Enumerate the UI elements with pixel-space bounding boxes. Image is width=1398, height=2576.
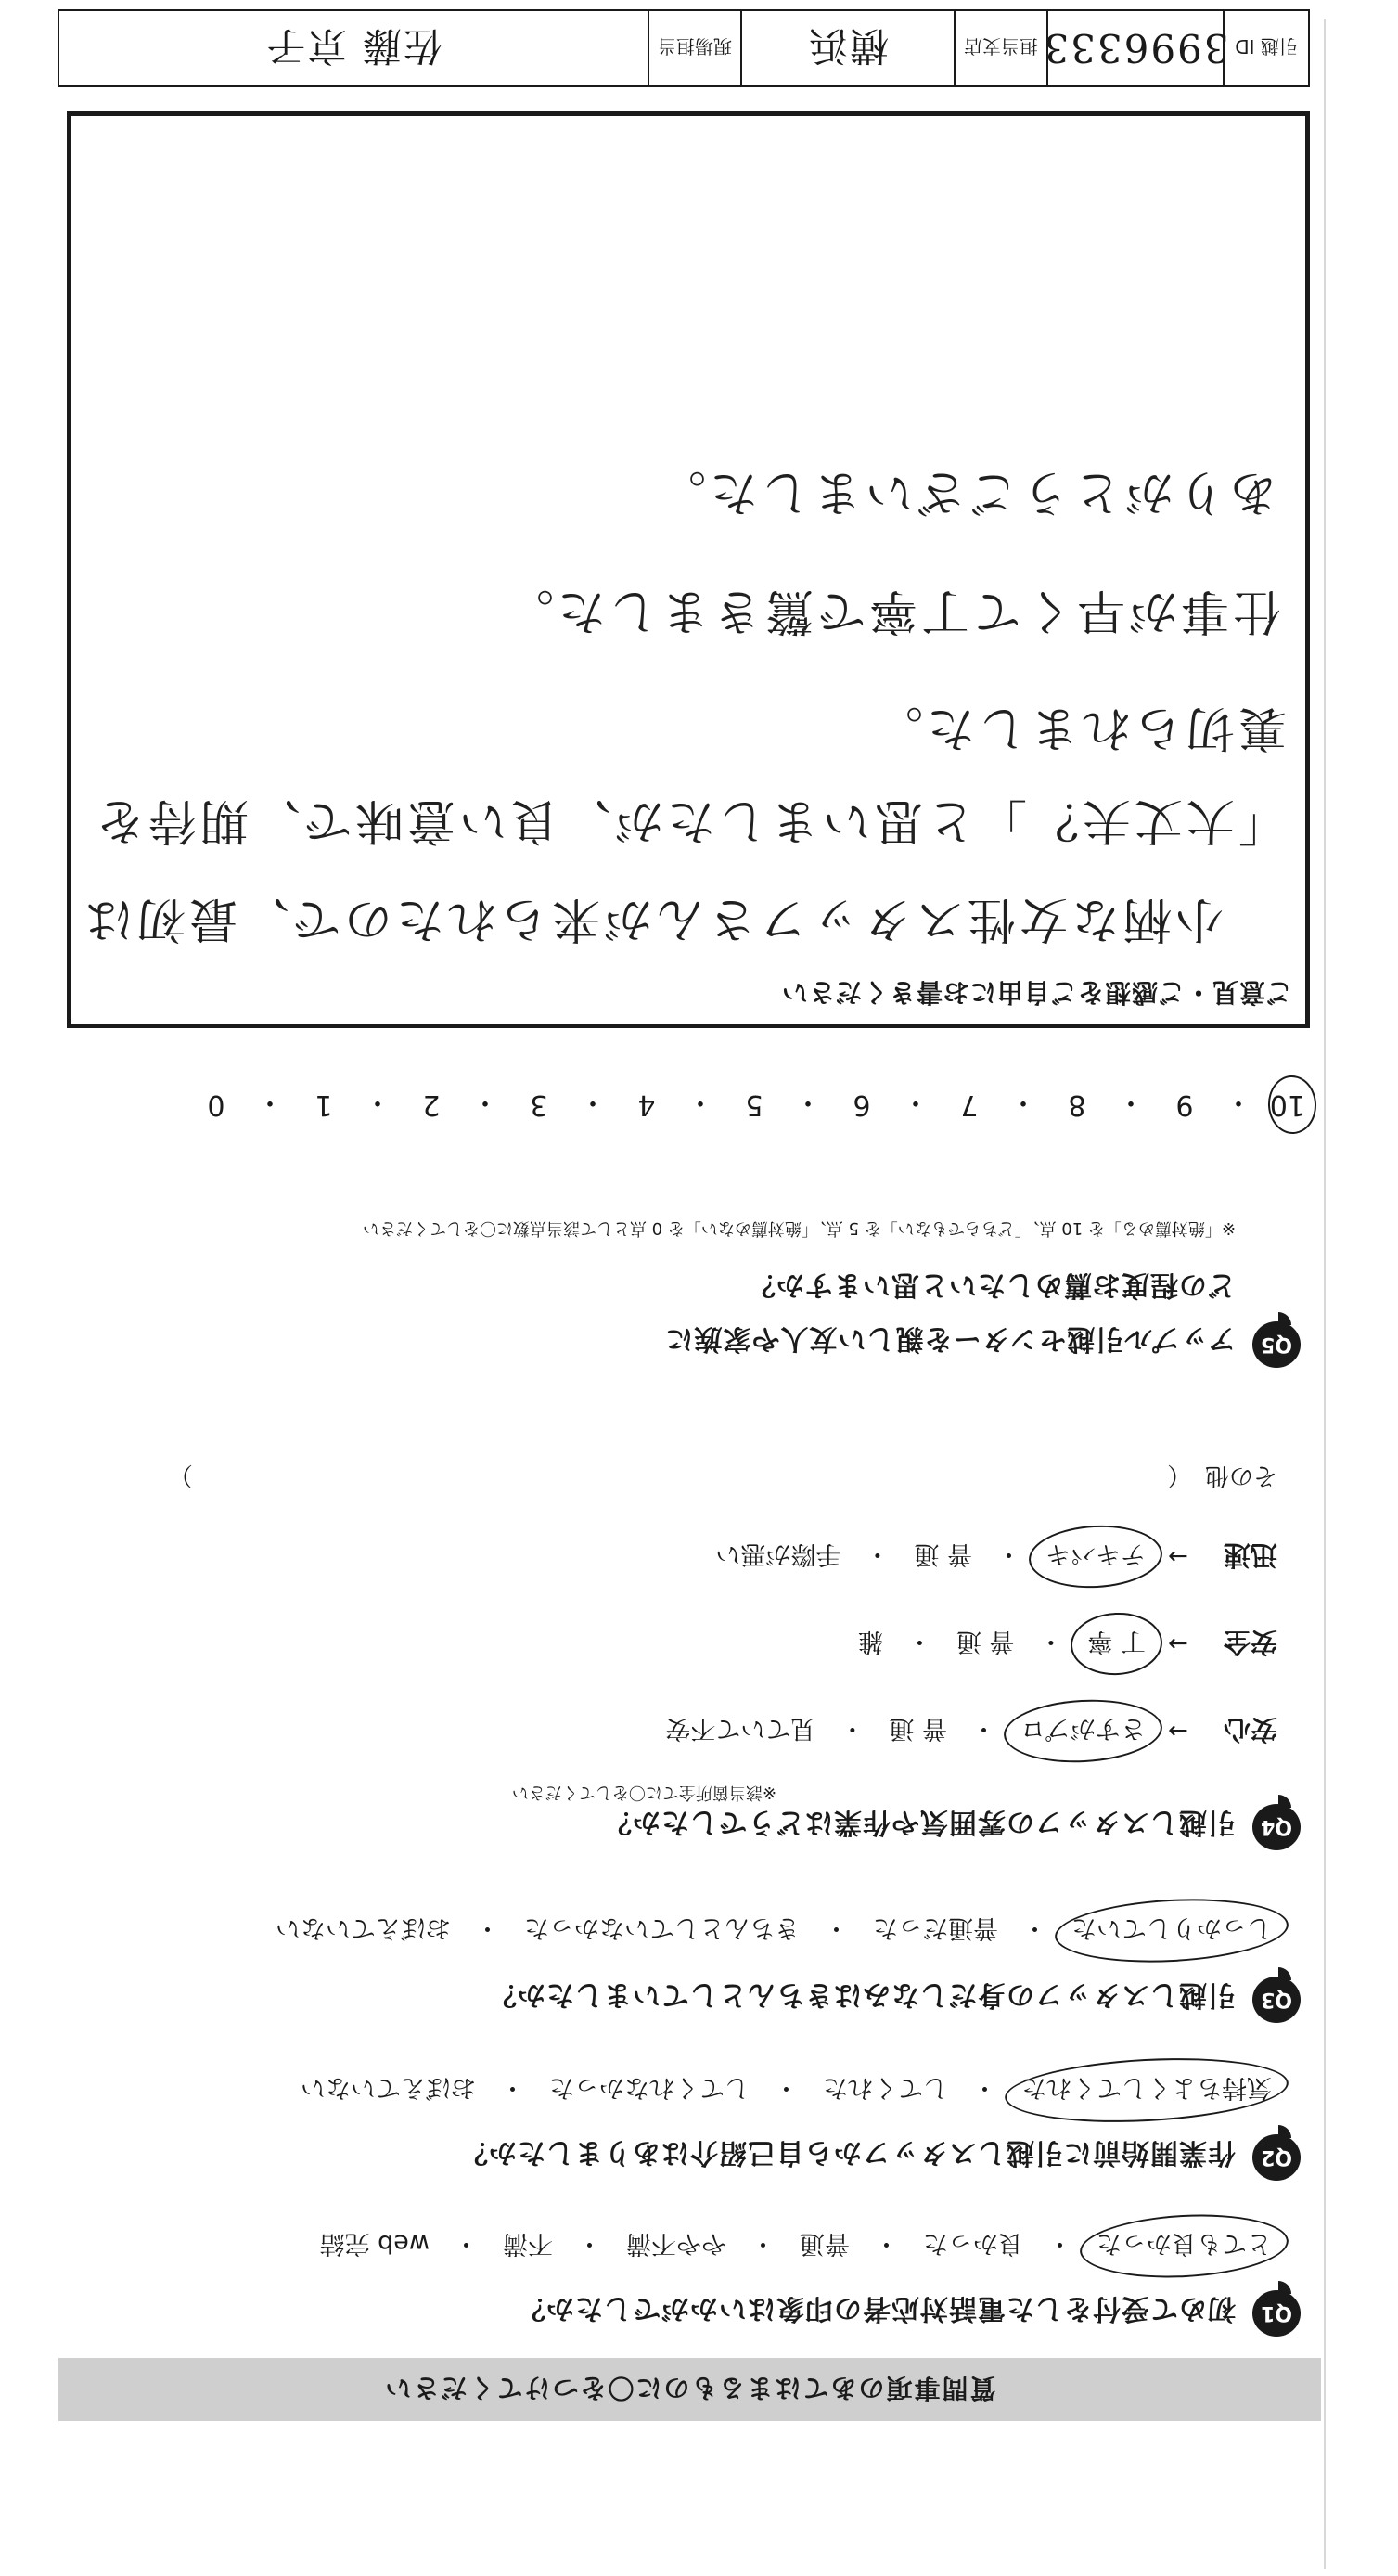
score-option[interactable]: 6 bbox=[853, 1088, 871, 1122]
score-option[interactable]: 10 bbox=[1269, 1088, 1305, 1122]
arrow-icon: → bbox=[1168, 1717, 1188, 1745]
q4-other-row bbox=[71, 1460, 1277, 1496]
q1-badge: Q1 bbox=[1252, 2290, 1301, 2337]
q2-option[interactable]: してくれなかった bbox=[549, 2073, 750, 2102]
q1-option[interactable]: やや不満 bbox=[626, 2229, 726, 2258]
q4-row-anzen: 安全 → 丁 寧 ・ 普 通 ・ 雑 bbox=[853, 1625, 1277, 1663]
leader-label: 現場担当 bbox=[648, 11, 740, 85]
q1-text: 初めて受付をした電話対応者の印象はいかがでしたか？ bbox=[517, 2292, 1236, 2325]
q4-option[interactable]: 普 通 bbox=[914, 1539, 972, 1568]
q1-options: とても良かった ・ 良かった ・ 普通 ・ やや不満 ・ 不満 ・ web 完結 bbox=[314, 2228, 1277, 2264]
q4-row-label: 迅速 bbox=[1223, 1539, 1277, 1571]
q4-row-jinsoku: 迅速 → テキパキ ・ 普 通 ・ 手際が悪い bbox=[710, 1538, 1277, 1576]
q3-option[interactable]: きちんとしていなかった bbox=[524, 1913, 800, 1942]
q1-option[interactable]: 良かった bbox=[923, 2229, 1023, 2258]
q4-option[interactable]: 普 通 bbox=[956, 1627, 1015, 1655]
q4-text: 引越しスタッフの雰囲気や作業はどうでしたか？ bbox=[603, 1806, 1236, 1838]
q4-row-label: 安全 bbox=[1223, 1627, 1277, 1658]
q2-option[interactable]: してくれた bbox=[823, 2073, 948, 2102]
score-option[interactable]: 4 bbox=[637, 1088, 656, 1122]
q4-option[interactable]: 普 通 bbox=[889, 1714, 947, 1743]
handwritten-line: 仕事が早くて丁寧で驚きました。 bbox=[501, 583, 1281, 638]
score-option[interactable]: 0 bbox=[207, 1088, 225, 1122]
q4-option[interactable]: 雑 bbox=[857, 1627, 883, 1655]
score-option[interactable]: 1 bbox=[314, 1088, 333, 1122]
score-option[interactable]: 3 bbox=[530, 1088, 548, 1122]
q4-other-open: （ bbox=[1166, 1461, 1192, 1489]
instruction-band bbox=[58, 2358, 1321, 2421]
q5-scale: 10 ・ 9 ・ 8 ・ 7 ・ 6 ・ 5 ・ 4 ・ 3 ・ 2 ・ 1 ・ 0 bbox=[62, 1085, 1305, 1126]
q4-option[interactable]: 見ていて不安 bbox=[665, 1714, 816, 1743]
q2-options: 気持ちよくしてくれた ・ してくれた ・ してくれなかった ・ おぼえていない bbox=[295, 2072, 1277, 2108]
q4-option[interactable]: テキパキ bbox=[1040, 1539, 1151, 1575]
q1-option[interactable]: 普通 bbox=[800, 2229, 850, 2258]
score-option[interactable]: 7 bbox=[960, 1088, 979, 1122]
arrow-icon: → bbox=[1168, 1542, 1188, 1571]
q4-row-label: 安心 bbox=[1223, 1714, 1277, 1745]
handwritten-line: 小柄な女性スタッフさんが来られたので、最初は bbox=[82, 891, 1224, 947]
id-label: 引越 ID bbox=[1223, 11, 1308, 85]
q3-badge: Q3 bbox=[1252, 1977, 1301, 2023]
comments-title: ご意見・ご感想をご自由にお書きください bbox=[780, 977, 1292, 1008]
q1-option[interactable]: とても良かった bbox=[1091, 2228, 1277, 2264]
id-value: 3996333 bbox=[1046, 11, 1223, 85]
q5-text-line1: アップル引越センターを親しい友人や家族に bbox=[664, 1322, 1236, 1355]
q2-option[interactable]: おぼえていない bbox=[301, 2073, 476, 2102]
q4-option[interactable]: 丁 寧 bbox=[1082, 1626, 1151, 1662]
score-option[interactable]: 9 bbox=[1175, 1088, 1194, 1122]
q4-note: ※該当箇所全てに〇をしてください bbox=[511, 1783, 776, 1802]
arrow-icon: → bbox=[1168, 1629, 1188, 1658]
score-option[interactable]: 8 bbox=[1068, 1088, 1086, 1122]
q4-option[interactable]: 手際が悪い bbox=[715, 1539, 841, 1568]
handwritten-line: ありがとうございました。 bbox=[653, 464, 1277, 520]
q2-option[interactable]: 気持ちよくしてくれた bbox=[1016, 2072, 1277, 2108]
q3-option[interactable]: しっかりしていた bbox=[1066, 1913, 1277, 1949]
q5-badge: Q5 bbox=[1252, 1321, 1301, 1368]
q2-text: 作業開始前に引越しスタッフから自己紹介はありましたか？ bbox=[459, 2136, 1236, 2169]
id-table bbox=[58, 9, 1310, 87]
q4-badge: Q4 bbox=[1252, 1804, 1301, 1850]
q4-other-label: その他 bbox=[1204, 1462, 1277, 1489]
q4-option[interactable]: さすがプロ bbox=[1015, 1713, 1151, 1749]
q5-note: ※「絶対薦める」を 10 点、「どちらでもない」を 5 点、「絶対薦めない」を 0 点として該当点数に〇をしてください bbox=[362, 1218, 1236, 1238]
handwritten-line: 「大丈夫？」と思いましたが、良い意味で、期待を bbox=[93, 792, 1287, 848]
instruction-text: 質問事項のあてはまるものに〇をつけてください bbox=[383, 2373, 996, 2403]
handwritten-line: 裏切られました。 bbox=[870, 700, 1287, 755]
q1-option[interactable]: 不満 bbox=[503, 2229, 553, 2258]
branch-label: 担当支店 bbox=[954, 11, 1046, 85]
q3-options: しっかりしていた ・ 普通だった ・ きちんとしていなかった ・ おぼえていない bbox=[270, 1913, 1277, 1949]
q3-text: 引越しスタッフの身だしなみはきちんとしていましたか？ bbox=[488, 1978, 1236, 2011]
q1-option[interactable]: web 完結 bbox=[319, 2229, 430, 2258]
branch-value: 横浜 bbox=[740, 11, 954, 85]
q4-row-anshin: 安心 → さすがプロ ・ 普 通 ・ 見ていて不安 bbox=[660, 1712, 1277, 1750]
score-option[interactable]: 5 bbox=[745, 1088, 763, 1122]
leader-value: 佐藤 京子 bbox=[264, 23, 442, 69]
comments-box[interactable] bbox=[67, 111, 1310, 1028]
q3-option[interactable]: 普通だった bbox=[873, 1913, 998, 1942]
q2-badge: Q2 bbox=[1252, 2134, 1301, 2181]
q3-option[interactable]: おぼえていない bbox=[276, 1913, 451, 1942]
q5-text-line2: どの程度お薦めしたいと思いますか？ bbox=[747, 1269, 1236, 1301]
score-option[interactable]: 2 bbox=[422, 1088, 441, 1122]
q4-other-close: ） bbox=[167, 1461, 193, 1489]
